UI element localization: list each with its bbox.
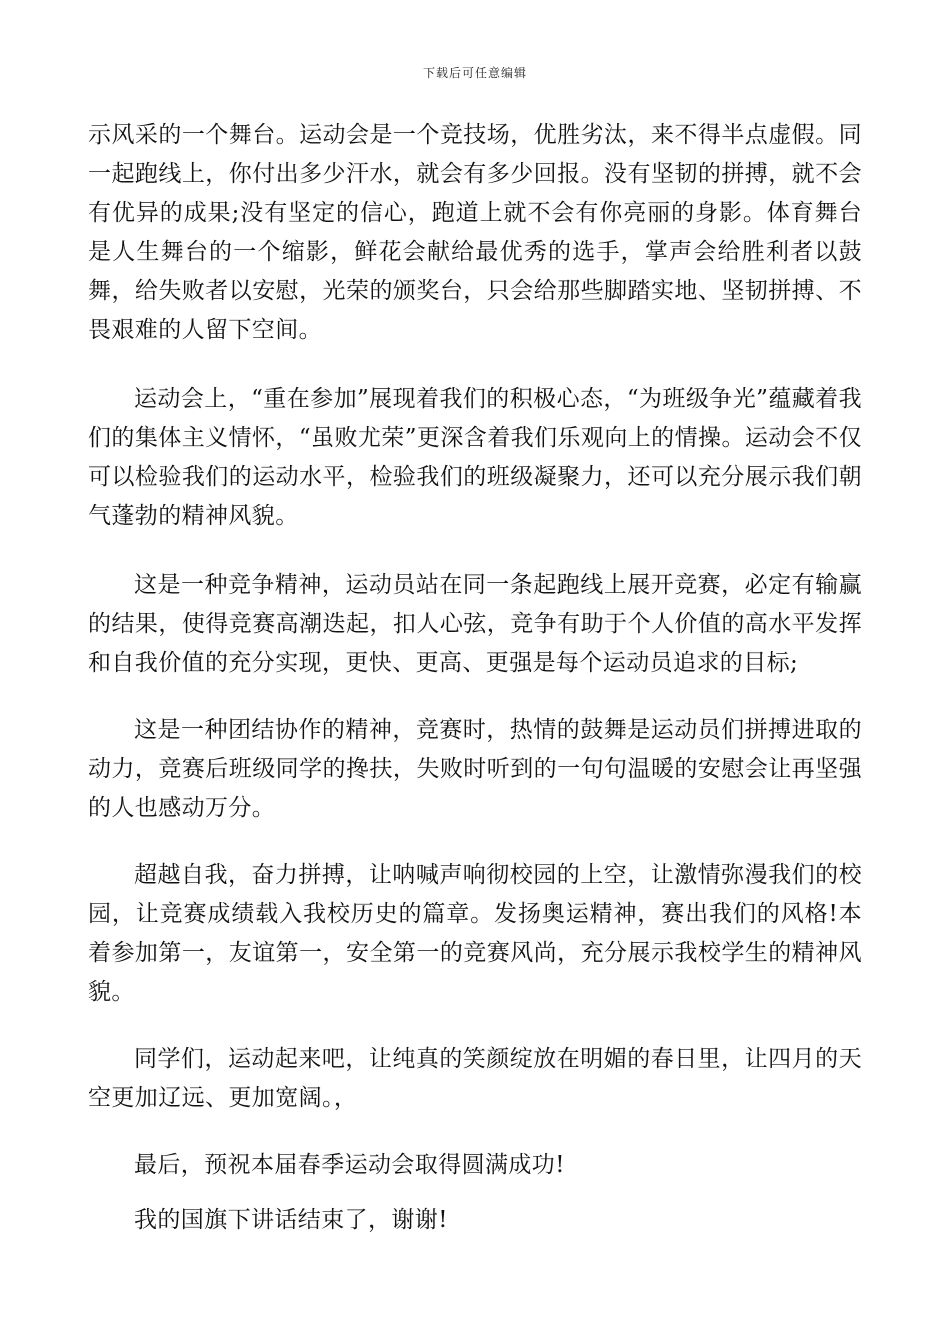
document-body <box>88 116 862 1240</box>
paragraph-8: 我的国旗下讲话结束了，谢谢! <box>134 1207 448 1233</box>
paragraph-6: 同学们，运动起来吧，让纯真的笑颜绽放在明媚的春日里，让四月的天空更加辽远、更加宽阔。， <box>88 1046 862 1111</box>
paragraph-2: 运动会上，“重在参加”展现着我们的积极心态，“为班级争光”蕴藏着我们的集体主义情怀，“虽败尤荣”更深含着我们乐观向上的情操。运动会不仅可以检验我们的运动水平，检验我们的班级凝聚力，还可以充分展示我们朝气蓬勃的精神风貌。 <box>88 386 862 529</box>
paragraph-1: 示风采的一个舞台。运动会是一个竞技场，优胜劣汰，来不得半点虚假。同一起跑线上，你付出多少汗水，就会有多少回报。没有坚韧的拼搏，就不会有优异的成果;没有坚定的信心，跑道上就不会有你亮丽的身影。体育舞台是人生舞台的一个缩影，鲜花会献给最优秀的选手，掌声会给胜利者以鼓舞，给失败者以安慰，光荣的颁奖台，只会给那些脚踏实地、坚韧拼搏、不畏艰难的人留下空间。 <box>88 122 862 343</box>
page-header: 下载后可任意编辑 <box>422 66 527 80</box>
paragraph-5: 超越自我，奋力拼搏，让呐喊声响彻校园的上空，让激情弥漫我们的校园，让竞赛成绩载入我校历史的篇章。发扬奥运精神，赛出我们的风格!本着参加第一，友谊第一，安全第一的竞赛风尚，充分展示我校学生的精神风貌。 <box>88 862 862 1005</box>
paragraph-4: 这是一种团结协作的精神，竞赛时，热情的鼓舞是运动员们拼搏进取的动力，竞赛后班级同学的搀扶，失败时听到的一句句温暖的安慰会让再坚强的人也感动万分。 <box>88 717 862 821</box>
paragraph-7: 最后，预祝本届春季运动会取得圆满成功! <box>134 1152 565 1178</box>
paragraph-3: 这是一种竞争精神，运动员站在同一条起跑线上展开竞赛，必定有输赢的结果，使得竞赛高潮迭起，扣人心弦，竞争有助于个人价值的高水平发挥和自我价值的充分实现，更快、更高、更强是每个运动员追求的目标; <box>88 572 862 676</box>
